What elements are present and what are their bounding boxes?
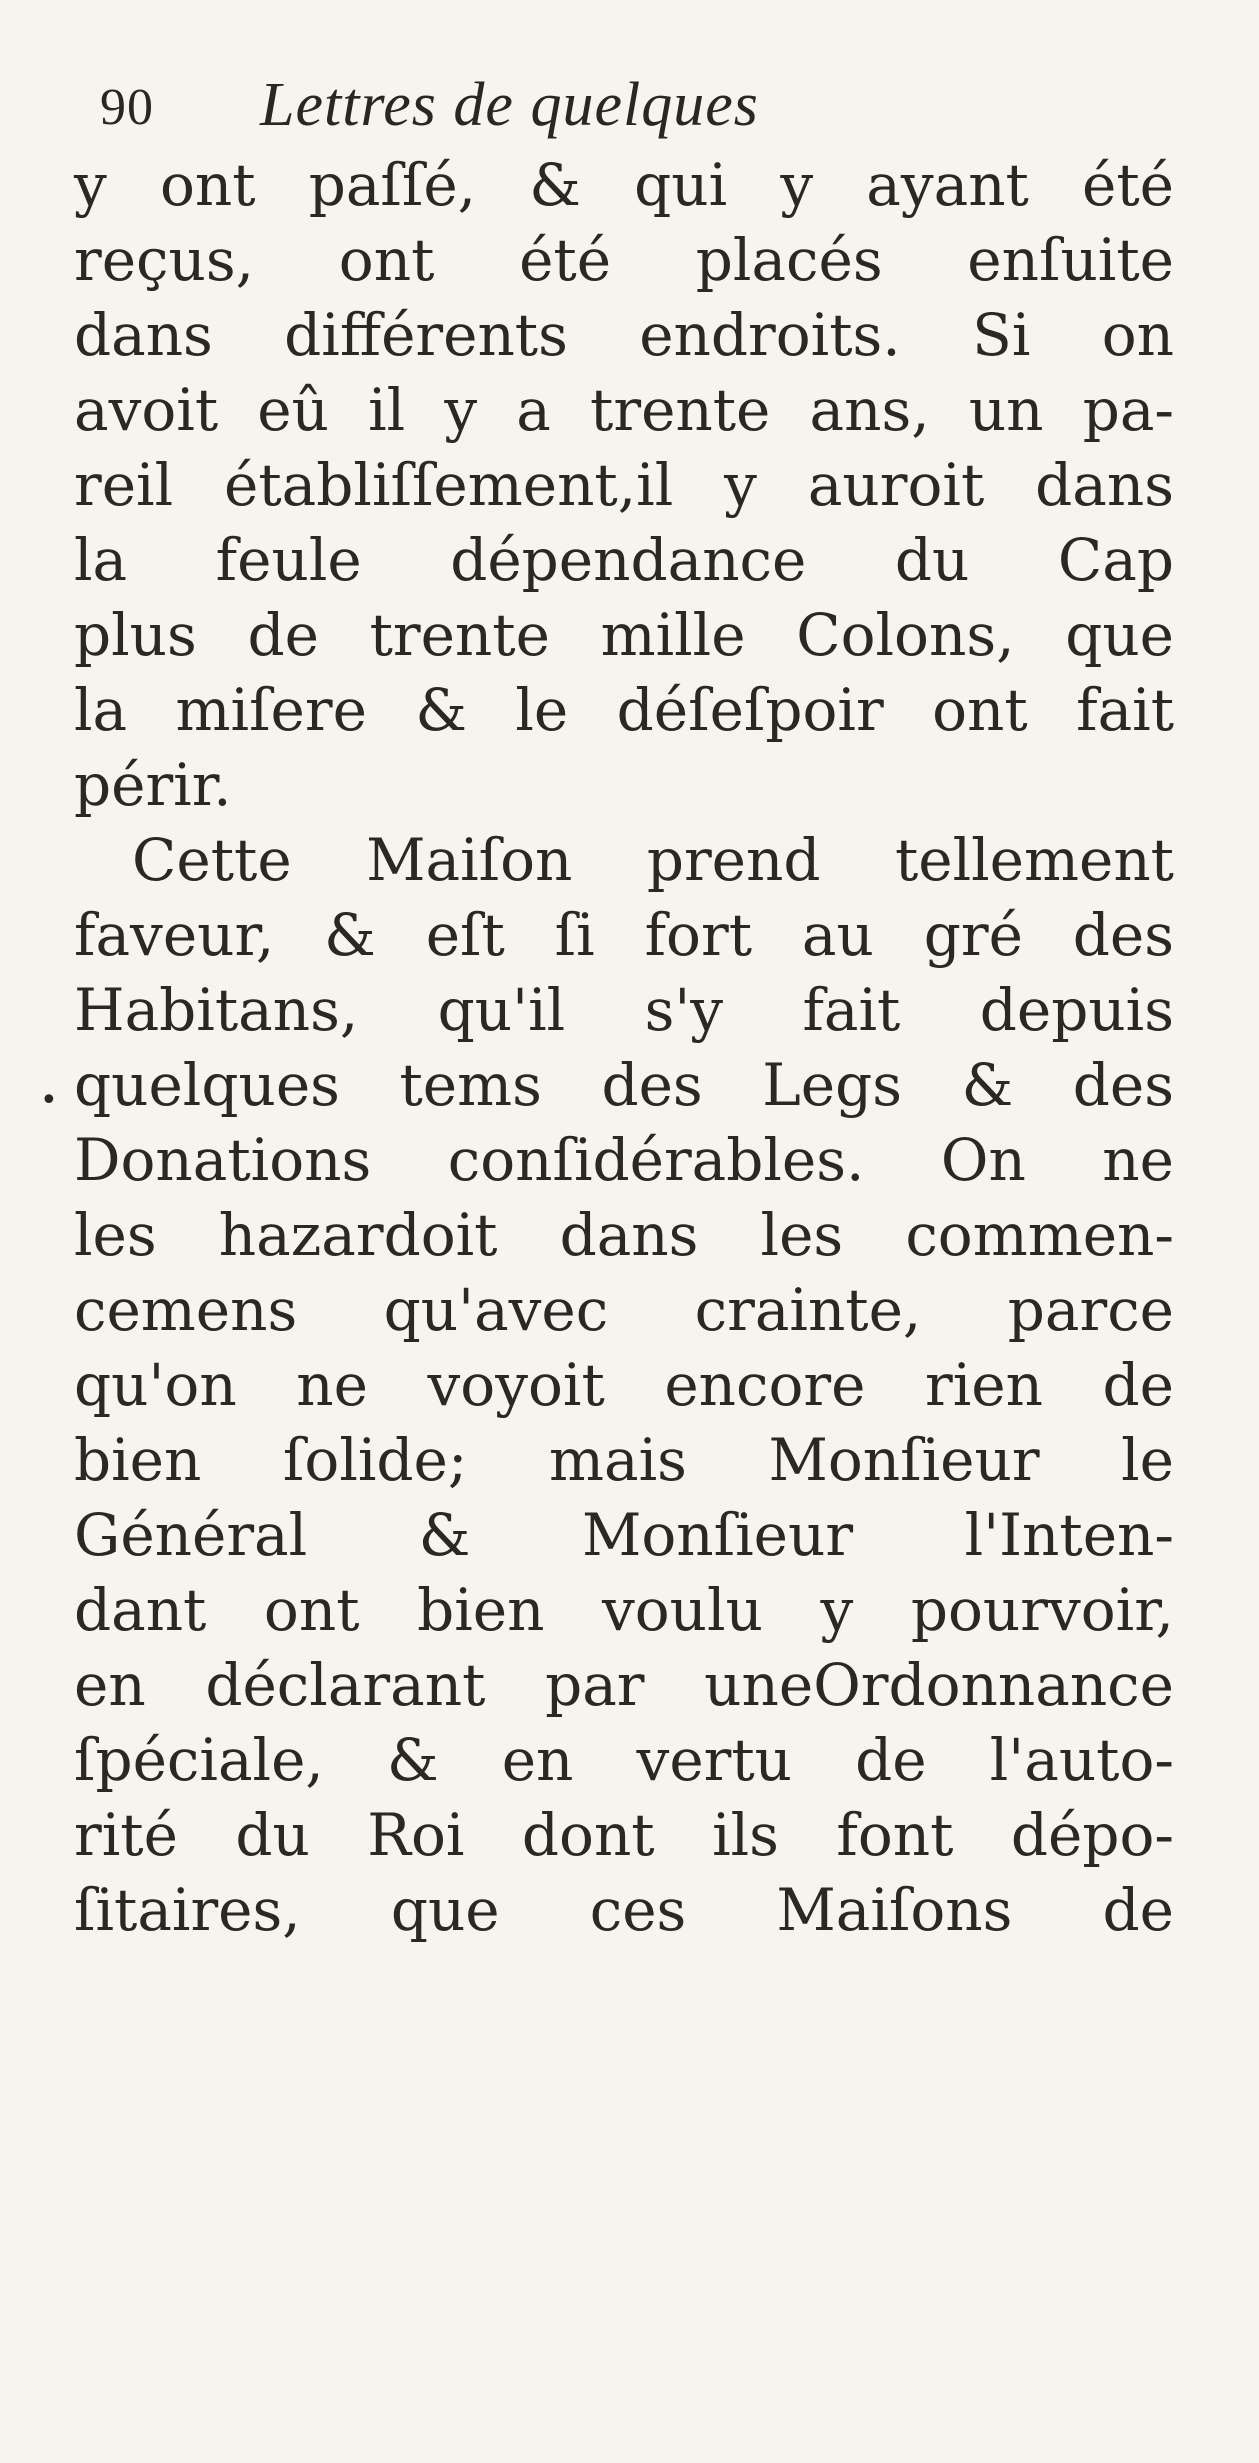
text-line: faveur, & eſt ſi fort au gré des	[74, 901, 1174, 969]
margin-mark: •	[40, 1083, 58, 1118]
text-line: rité du Roi dont ils font dépo-	[74, 1801, 1174, 1869]
text-line: Général & Monſieur l'Inten-	[74, 1501, 1174, 1569]
text-line: quelques tems des Legs & des	[74, 1051, 1174, 1119]
body-text	[74, 148, 1174, 1948]
text-line: Habitans, qu'il s'y fait depuis	[74, 976, 1174, 1044]
page-number: 90	[100, 79, 154, 136]
text-line: avoit eû il y a trente ans, un pa-	[74, 376, 1174, 444]
text-line: plus de trente mille Colons, que	[74, 601, 1174, 669]
text-line: ſpéciale, & en vertu de l'auto-	[74, 1726, 1174, 1794]
text-line: reil établiſſement,il y auroit dans	[74, 451, 1174, 519]
text-line: bien ſolide; mais Monſieur le	[74, 1426, 1174, 1494]
text-line: qu'on ne voyoit encore rien de	[74, 1351, 1174, 1419]
text-line: dant ont bien voulu y pourvoir,	[74, 1576, 1174, 1644]
text-line: cemens qu'avec crainte, parce	[74, 1276, 1174, 1344]
text-line: les hazardoit dans les commen-	[74, 1201, 1174, 1269]
text-line: la feule dépendance du Cap	[74, 526, 1174, 594]
paragraph-1	[74, 148, 1174, 823]
text-line: dans différents endroits. Si on	[74, 301, 1174, 369]
text-line: ſitaires, que ces Maiſons de	[74, 1876, 1174, 1944]
paragraph-2	[74, 823, 1174, 1948]
text-line: Donations conſidérables. On ne	[74, 1126, 1174, 1194]
text-line: en déclarant par uneOrdonnance	[74, 1651, 1174, 1719]
text-line: y ont paſſé, & qui y ayant été	[74, 151, 1174, 219]
text-line: périr.	[74, 751, 232, 819]
text-line: reçus, ont été placés enſuite	[74, 226, 1174, 294]
running-head	[100, 70, 1100, 160]
text-line: Cette Maiſon prend tellement	[132, 826, 1174, 894]
running-title: Lettres de quelques	[260, 71, 759, 139]
text-line: la miſere & le déſeſpoir ont fait	[74, 676, 1174, 744]
